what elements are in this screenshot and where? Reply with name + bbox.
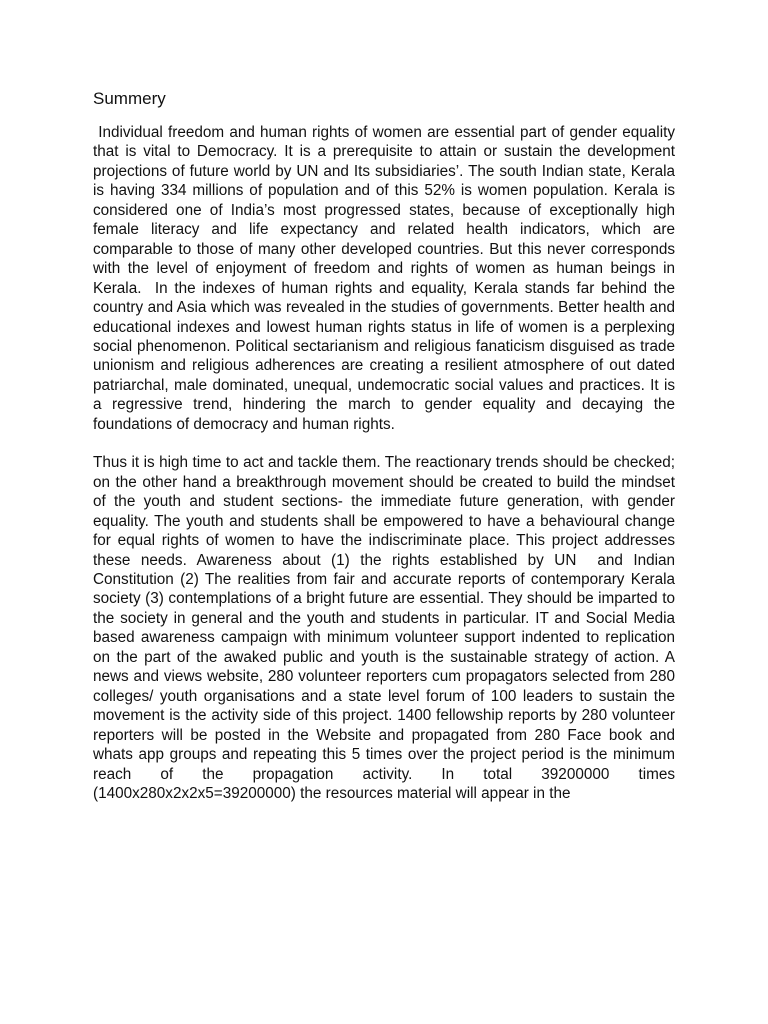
- paragraph-1: Individual freedom and human rights of women are essential part of gender equality that is vital to Democracy. It is a prerequisite to attain or sustain the development projections of future world by UN and Its subsidiaries’. The south Indian state, Kerala is having 334 millions of population and of this 52% is women population. Kerala is considered one of India’s most progressed states, because of exceptionally high female literacy and life expectancy and related health indicators, which are comparable to those of many other developed countries. But this never corresponds with the level of enjoyment of freedom and rights of women as human beings in Kerala. In the indexes of human rights and equality, Kerala stands far behind the country and Asia which was revealed in the studies of governments. Better health and educational indexes and lowest human rights status in life of women is a perplexing social phenomenon. Political sectarianism and religious fanaticism disguised as trade unionism and religious adherences are creating a resilient atmosphere of out dated patriarchal, male dominated, unequal, undemocratic social values and practices. It is a regressive trend, hindering the march to gender equality and decaying the foundations of democracy and human rights.: [93, 124, 680, 433]
- page-title: Summery: [93, 89, 166, 108]
- document-page: [93, 88, 680, 803]
- paragraph-2: Thus it is high time to act and tackle them. The reactionary trends should be checked; on the other hand a breakthrough movement should be created to build the mindset of the youth and student sections- the immediate future generation, with gender equality. The youth and students shall be empowered to have a behavioural change for equal rights of women to have the indiscriminate place. This project addresses these needs. Awareness about (1) the rights established by UN and Indian Constitution (2) The realities from fair and accurate reports of contemporary Kerala society (3) contemplations of a bright future are essential. They should be imparted to the society in general and the youth and students in particular. IT and Social Media based awareness campaign with minimum volunteer support indented to replication on the part of the awaked public and youth is the sustainable strategy of action. A news and views website, 280 volunteer reporters cum propagators selected from 280 colleges/ youth organisations and a state level forum of 100 leaders to sustain the movement is the activity side of this project. 1400 fellowship reports by 280 volunteer reporters will be posted in the Website and propagated from 280 Face book and whats app groups and repeating this 5 times over the project period is the minimum reach of the propagation activity. In total 39200000 times (1400x280x2x2x5=39200000) the resources material will appear in the: [93, 454, 680, 802]
